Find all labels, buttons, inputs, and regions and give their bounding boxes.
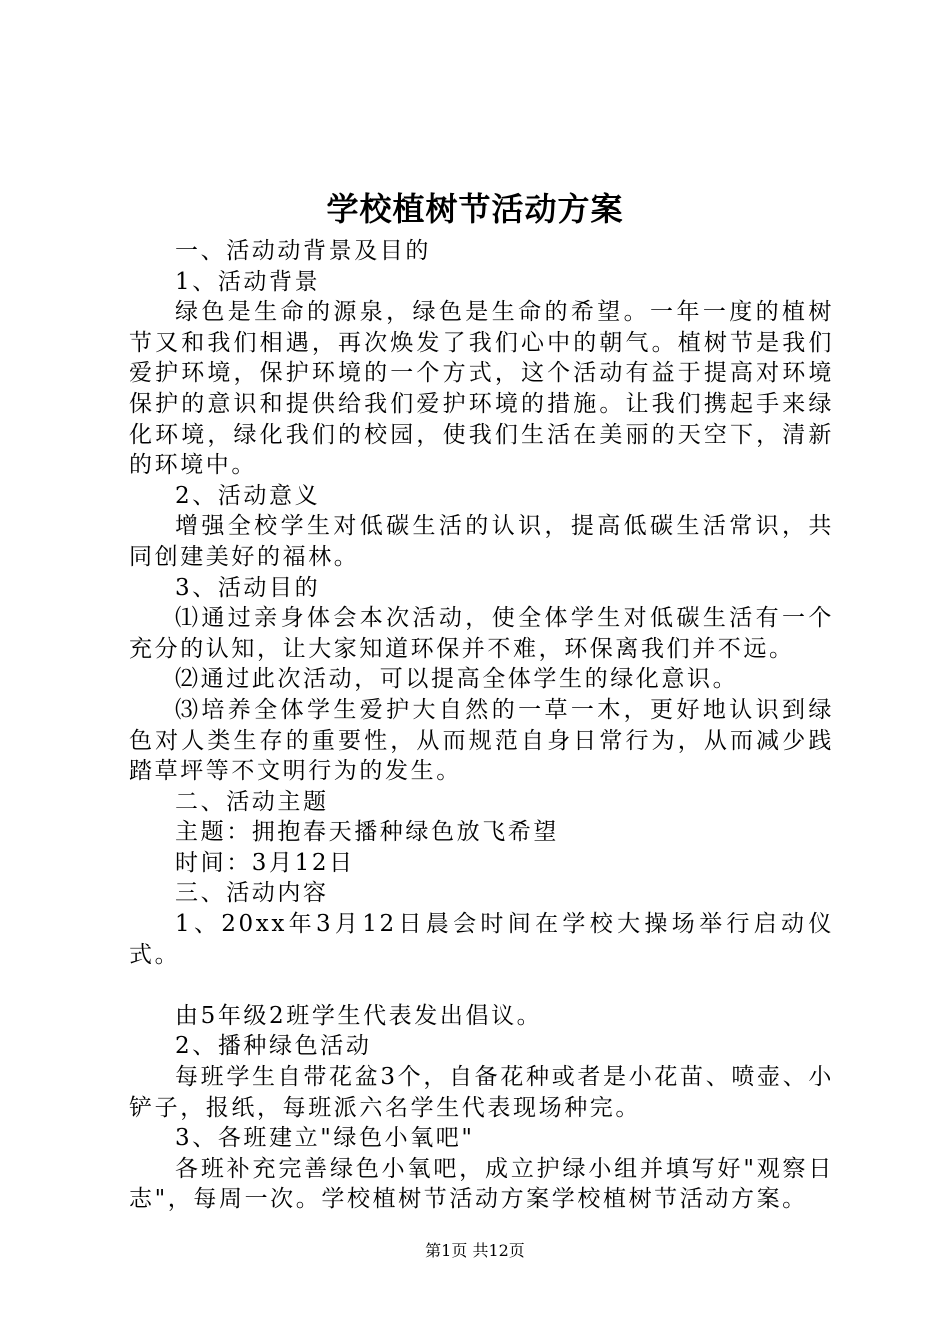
- content-item-2: 2、播种绿色活动: [175, 1033, 372, 1060]
- content-item-3: 3、各班建立"绿色小氧吧": [175, 1125, 475, 1152]
- paragraph-significance: 增强全校学生对低碳生活的认识，提高低碳生活常识，共同创建美好的福林。: [129, 513, 834, 570]
- page-footer: 第1页 共12页: [425, 1241, 525, 1260]
- purpose-item-2: ⑵通过此次活动，可以提高全体学生的绿化意识。: [175, 666, 739, 693]
- section-heading-3: 三、活动内容: [175, 880, 329, 907]
- content-item-1-detail: 由5年级2班学生代表发出倡议。: [175, 1002, 543, 1029]
- purpose-item-3: ⑶培养全体学生爱护大自然的一草一木，更好地认识到绿色对人类生存的重要性，从而规范自身日常行为，从而减少践踏草坪等不文明行为的发生。: [129, 696, 834, 785]
- content-item-3-detail: 各班补充完善绿色小氧吧，成立护绿小组并填写好"观察日志"，每周一次。学校植树节活动方案学校植树节活动方案。: [129, 1155, 834, 1213]
- time-line: 时间：3月12日: [175, 849, 355, 876]
- page-title: 学校植树节活动方案: [326, 190, 624, 228]
- section-heading-2: 二、活动主题: [175, 788, 329, 815]
- content-item-2-detail: 每班学生自带花盆3个，自备花种或者是小花苗、喷壶、小铲子，报纸，每班派六名学生代表现场种完。: [129, 1064, 834, 1121]
- content-item-1: 1、20xx年3月12日晨会时间在学校大操场举行启动仪式。: [129, 911, 834, 968]
- section-heading-1: 一、活动动背景及目的: [175, 238, 431, 264]
- paragraph-background: 绿色是生命的源泉，绿色是生命的希望。一年一度的植树节又和我们相遇，再次焕发了我们心中的朝气。植树节是我们爱护环境，保护环境的一个方式，这个活动有益于提高对环境保护的意识和提供给我们爱护环境的措施。让我们携起手来绿化环境，绿化我们的校园，使我们生活在美丽的天空下，清新的环境中。: [129, 299, 834, 479]
- purpose-item-1: ⑴通过亲身体会本次活动，使全体学生对低碳生活有一个充分的认知，让大家知道环保并不难，环保离我们并不远。: [129, 605, 834, 662]
- theme-line: 主题：拥抱春天播种绿色放飞希望: [175, 819, 559, 846]
- subsection-heading-purpose: 3、活动目的: [175, 574, 321, 601]
- subsection-heading-background: 1、活动背景: [175, 268, 321, 295]
- document-body: [129, 236, 834, 1215]
- subsection-heading-significance: 2、活动意义: [175, 482, 321, 509]
